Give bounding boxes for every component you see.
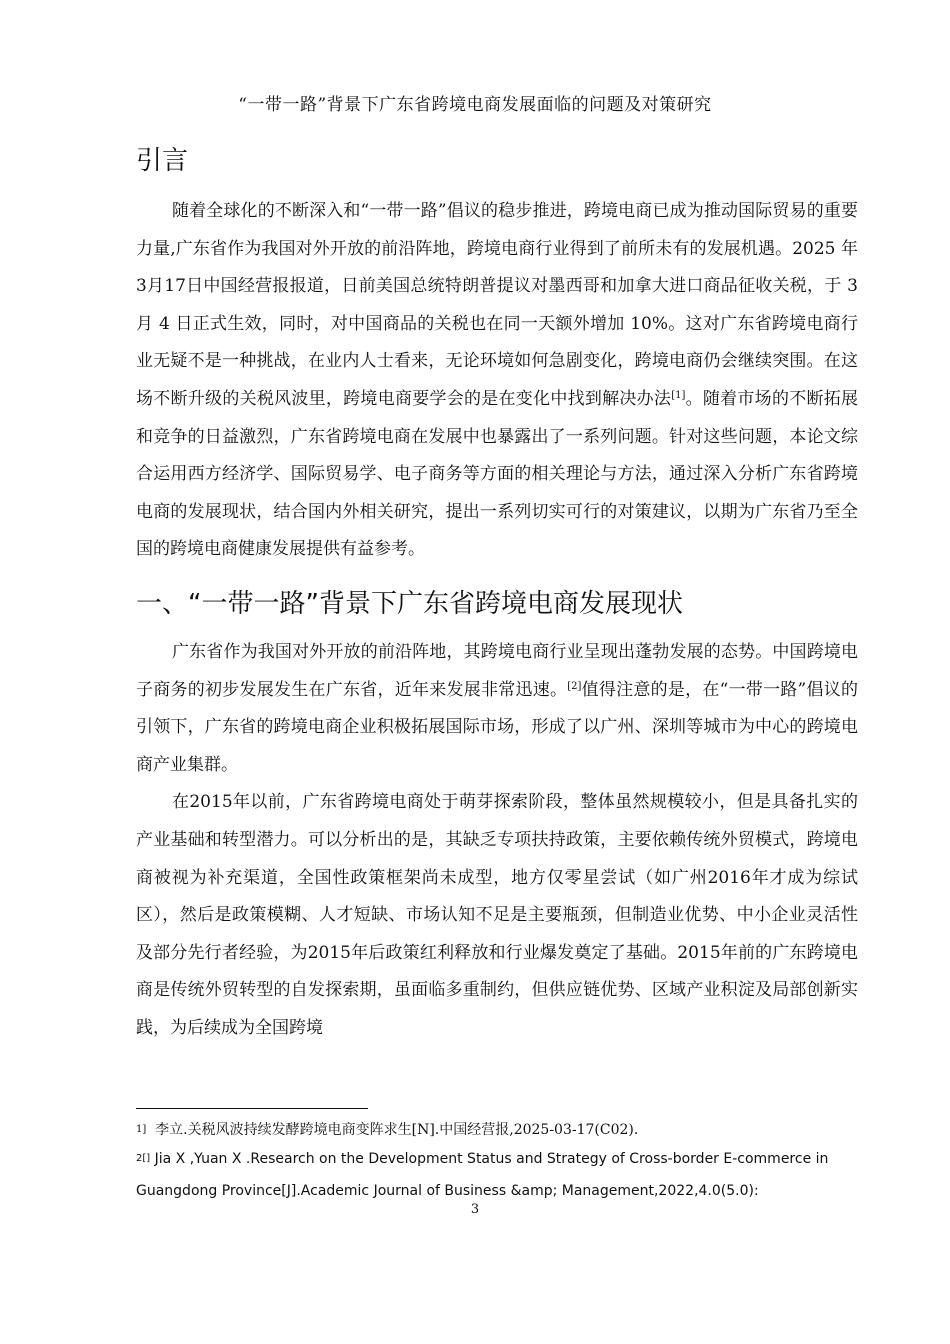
intro-text-a: 随着全球化的不断深入和“一带一路”倡议的稳步推进，跨境电商已成为推动国际贸易的重要力量,广东省作为我国对外开放的前沿阵地，跨境电商行业得到了前所未有的发展机遇。2025 年3月17日中国经营报报道，日前美国总统特朗普提议对墨西哥和加拿大进口商品征收关税，于 3 月 4 日正式生效，同时，对中国商品的关税也在同一天额外增加 10%。这对广东省跨境电商行业无疑不是一种挑战，在业内人士看来，无论环境如何急剧变化，跨境电商仍会继续突围。在这场不断升级的关税风波里，跨境电商要学会的是在变化中找到解决办法 — [136, 201, 858, 409]
section1-text-b: 值得注意的是，在“一带一路”倡议的引领下，广东省的跨境电商企业积极拓展国际市场，形成了以广州、深圳等城市为中心的跨境电商产业集群。 — [136, 679, 858, 775]
footnote-divider — [136, 1108, 368, 1109]
footnote-2-text: Jia X ,Yuan X .Research on the Development Status and Strategy of Cross-border E-commerce in Guangdong Province[J].Academic Journal of Business &amp; Management,2022,4.0(5.0): — [136, 1151, 829, 1199]
body-content — [136, 140, 858, 1047]
intro-paragraph — [136, 193, 858, 569]
citation-1[interactable]: [1] — [671, 389, 686, 401]
page-number: 3 — [470, 1202, 480, 1217]
footnotes — [136, 1108, 858, 1207]
footnote-1-mark: 1] — [136, 1124, 147, 1135]
section1-text-a: 广东省作为我国对外开放的前沿阵地，其跨境电商行业呈现出蓬勃发展的态势。中国跨境电子商务的初步发展发生在广东省，近年来发展非常迅速。 — [136, 641, 858, 700]
running-header: “一带一路”背景下广东省跨境电商发展面临的问题及对策研究 — [238, 95, 712, 115]
section1-paragraph-1 — [136, 634, 858, 784]
heading-introduction: 引言 — [136, 146, 189, 176]
section1-paragraph-2: 在2015年以前，广东省跨境电商处于萌芽探索阶段，整体虽然规模较小，但是具备扎实的产业基础和转型潜力。可以分析出的是，其缺乏专项扶持政策，主要依赖传统外贸模式，跨境电商被视为补充渠道，全国性政策框架尚未成型，地方仅零星尝试（如广州2016年才成为综试区），然后是政策模糊、人才短缺、市场认知不足是主要瓶颈，但制造业优势、中小企业灵活性及部分先行者经验，为2015年后政策红利释放和行业爆发奠定了基础。2015年前的广东跨境电商是传统外贸转型的自发探索期，虽面临多重制约，但供应链优势、区域产业积淀及局部创新实践，为后续成为全国跨境 — [136, 792, 858, 1038]
footnote-2 — [136, 1143, 858, 1207]
footnote-1 — [136, 1119, 858, 1141]
heading-section-1: 一、“一带一路”背景下广东省跨境电商发展现状 — [136, 588, 683, 619]
footnote-2-mark: 2[] — [136, 1153, 151, 1164]
citation-2[interactable]: [2] — [567, 680, 582, 692]
footnote-1-text: 李立.关税风波持续发酵跨境电商变阵求生[N].中国经营报,2025-03-17(C02). — [155, 1122, 639, 1138]
intro-text-b: 。随着市场的不断拓展和竞争的日益激烈，广东省跨境电商在发展中也暴露出了一系列问题。针对这些问题，本论文综合运用西方经济学、国际贸易学、电子商务等方面的相关理论与方法，通过深入分析广东省跨境电商的发展现状，结合国内外相关研究，提出一系列切实可行的对策建议，以期为广东省乃至全国的跨境电商健康发展提供有益参考。 — [136, 388, 858, 560]
